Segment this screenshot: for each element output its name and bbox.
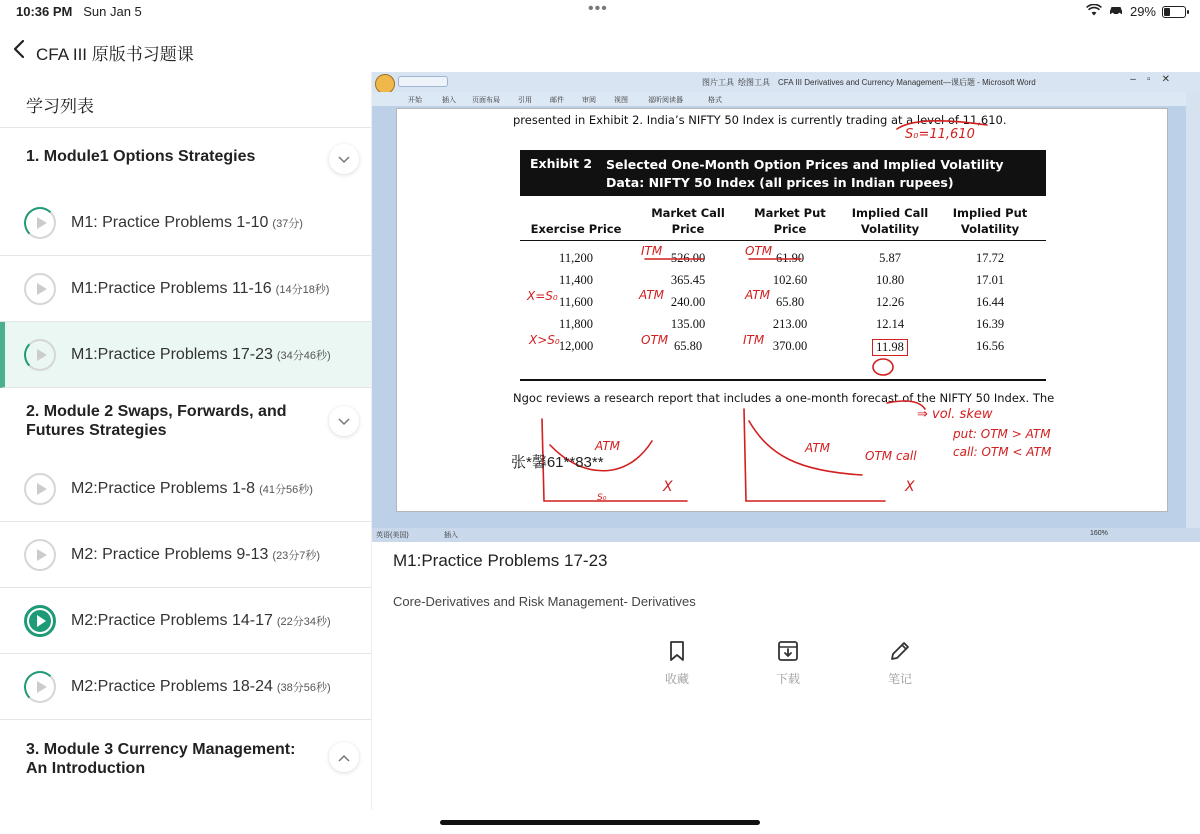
module-title: 2. Module 2 Swaps, Forwards, and — [26, 403, 287, 420]
chevron-down-icon[interactable] — [329, 144, 359, 174]
annotation-atm: ATM — [805, 441, 831, 455]
column-header: Market Call Price — [651, 206, 725, 236]
quick-access-toolbar[interactable] — [398, 76, 448, 87]
nav-bar — [0, 30, 1200, 70]
annotation-skew: ⇒ vol. skew — [917, 407, 993, 422]
car-icon — [1108, 4, 1124, 19]
window-controls[interactable]: – ▫ ✕ — [1130, 74, 1170, 85]
annotation-row3-call: ATM — [639, 288, 665, 302]
doc-intro-line: presented in Exhibit 2. India’s NIFTY 50 Index is currently trading at a level of 11,610. — [513, 113, 1007, 127]
battery-icon — [1162, 6, 1186, 18]
page-title: CFA III 原版书习题课 — [36, 45, 194, 64]
chevron-down-icon[interactable] — [329, 406, 359, 436]
lesson-item-active[interactable] — [0, 322, 371, 388]
table-cell: 17.72 — [975, 251, 1005, 265]
office-button-icon[interactable] — [375, 74, 395, 94]
annotation-atm: ATM — [595, 439, 621, 453]
table-cell: 135.00 — [670, 317, 706, 331]
ribbon-tab[interactable]: 视图 — [614, 97, 628, 104]
annotation-row1-call: ITM — [641, 244, 663, 258]
table-cell: 17.01 — [975, 273, 1005, 287]
notes-label: 笔记 — [887, 672, 912, 686]
table-cell: 65.80 — [673, 339, 703, 353]
lesson-item[interactable] — [0, 654, 371, 720]
table-cell: 5.87 — [879, 251, 901, 265]
exhibit-title: Selected One-Month Option Prices and Implied Volatility Data: NIFTY 50 Index (all prices in Indian rupees) — [606, 157, 1004, 190]
ribbon-tab[interactable]: 页面布局 — [472, 97, 500, 104]
module-3-header[interactable] — [0, 720, 371, 786]
download-button[interactable] — [753, 640, 823, 687]
ribbon-tab[interactable]: 审阅 — [582, 97, 596, 104]
module-2-header[interactable] — [0, 388, 371, 456]
download-label: 下载 — [775, 672, 800, 686]
annotation-x-axis: X — [663, 479, 673, 495]
course-subtitle: Core-Derivatives and Risk Management- Derivatives — [393, 594, 696, 609]
column-header: Implied Put Volatility — [952, 206, 1028, 236]
user-watermark: 张*馨61**83** — [511, 454, 604, 471]
ribbon-tab[interactable]: 格式 — [708, 97, 722, 104]
chevron-up-icon[interactable] — [329, 742, 359, 772]
status-indicators — [1086, 4, 1186, 19]
drawing-tools-label: 绘图工具 — [738, 78, 770, 87]
table-cell: 12.26 — [875, 295, 905, 309]
table-cell: 102.60 — [772, 273, 808, 287]
ribbon-tab[interactable]: 插入 — [442, 97, 456, 104]
annotation-otm-call: OTM call — [865, 449, 917, 463]
play-progress-icon — [24, 207, 56, 239]
sidebar-header: 学习列表 — [0, 72, 371, 128]
table-cell: 16.56 — [975, 339, 1005, 353]
play-completed-icon — [24, 605, 56, 637]
annotation-row3-put: ATM — [745, 288, 771, 302]
column-header: Exercise Price — [530, 222, 622, 236]
annotation-s0: S₀=11,610 — [905, 127, 975, 142]
pencil-icon — [865, 640, 935, 662]
home-indicator[interactable] — [440, 820, 760, 825]
wifi-icon — [1086, 4, 1102, 19]
ribbon-tab[interactable]: 引用 — [518, 97, 532, 104]
annotation-call-relation: call: OTM < ATM — [953, 445, 1052, 459]
ribbon-tab[interactable]: 福昕阅读器 — [648, 97, 683, 104]
exhibit-label: Exhibit 2 — [530, 156, 593, 171]
lesson-item[interactable] — [0, 588, 371, 654]
column-header: Implied Call Volatility — [851, 206, 929, 236]
table-cell: 65.80 — [775, 295, 805, 309]
annotation-row5-put: ITM — [743, 333, 765, 347]
lesson-item[interactable] — [0, 190, 371, 256]
module-1-header[interactable] — [0, 128, 371, 190]
battery-percent: 29% — [1129, 4, 1156, 19]
zoom-level: 160% — [1090, 530, 1108, 537]
lesson-item[interactable] — [0, 456, 371, 522]
table-cell: 12.14 — [875, 317, 905, 331]
language-status: 英语(美国) — [376, 532, 409, 539]
word-window-title: CFA III Derivatives and Currency Management—课后题 - Microsoft Word — [778, 78, 1036, 87]
lesson-sidebar — [0, 72, 372, 810]
notes-button[interactable] — [865, 640, 935, 687]
download-icon — [753, 640, 823, 662]
bookmark-button[interactable] — [642, 640, 712, 687]
status-bar — [0, 0, 1200, 26]
annotation-s0-axis: S₀ — [597, 493, 607, 503]
annotation-row3-x: X=S₀ — [527, 289, 558, 303]
action-bar — [620, 640, 960, 700]
annotation-row5-call: OTM — [641, 333, 669, 347]
table-cell: 526.00 — [670, 251, 706, 265]
document-page — [396, 108, 1168, 512]
lesson-title: M1: Practice Problems 1-10 (37分) — [71, 213, 303, 231]
table-cell: 213.00 — [772, 317, 808, 331]
ribbon-tab[interactable]: 开始 — [408, 97, 422, 104]
lesson-item[interactable] — [0, 522, 371, 588]
table-cell: 16.44 — [975, 295, 1005, 309]
multitask-dots-icon[interactable]: ••• — [588, 0, 608, 17]
module-title: 1. Module1 Options Strategies — [26, 148, 256, 165]
module-title: Futures Strategies — [26, 422, 167, 439]
table-cell: 11.98 — [872, 339, 908, 356]
play-icon — [24, 273, 56, 305]
annotation-row5-x: X>S₀ — [529, 333, 560, 347]
module-title: An Introduction — [26, 760, 146, 777]
picture-tools-label: 图片工具 — [702, 78, 734, 87]
table-cell: 11,200 — [559, 251, 593, 265]
word-status-bar — [372, 528, 1200, 542]
play-progress-icon — [24, 339, 56, 371]
bookmark-label: 收藏 — [664, 672, 689, 686]
lesson-title: M2: Practice Problems 9-13 (23分7秒) — [71, 545, 321, 563]
ribbon-tab[interactable]: 邮件 — [550, 97, 564, 104]
word-ribbon-tabs — [372, 92, 1200, 106]
module-title: 3. Module 3 Currency Management: — [26, 741, 296, 758]
table-cell: 370.00 — [772, 339, 808, 353]
status-time: 10:36 PM Sun Jan 5 — [16, 4, 142, 19]
play-icon — [24, 539, 56, 571]
column-header: Market Put Price — [754, 206, 826, 236]
annotation-x-axis: X — [905, 479, 915, 495]
table-cell: 240.00 — [670, 295, 706, 309]
table-cell: 16.39 — [975, 317, 1005, 331]
table-cell: 61.90 — [775, 251, 805, 265]
lesson-title-current: M1:Practice Problems 17-23 — [393, 551, 608, 570]
table-cell: 365.45 — [670, 273, 706, 287]
table-cell: 11,400 — [559, 273, 593, 287]
bookmark-icon — [642, 640, 712, 662]
back-chevron-icon[interactable] — [12, 38, 26, 66]
annotation-put-relation: put: OTM > ATM — [953, 427, 1051, 441]
play-progress-icon — [24, 671, 56, 703]
annotation-row1-put: OTM — [745, 244, 773, 258]
table-cell: 10.80 — [875, 273, 905, 287]
doc-after-line: Ngoc reviews a research report that includes a one-month forecast of the NIFTY 50 Index. The — [513, 391, 1055, 405]
lesson-title: M2:Practice Problems 18-24 (38分56秒) — [71, 677, 331, 695]
play-icon — [24, 473, 56, 505]
lesson-title: M1:Practice Problems 17-23 (34分46秒) — [71, 345, 331, 363]
lesson-title: M2:Practice Problems 14-17 (22分34秒) — [71, 611, 331, 629]
video-player[interactable] — [372, 72, 1200, 542]
insert-mode-status: 插入 — [444, 532, 458, 539]
table-cell: 11,600 — [559, 295, 593, 309]
table-cell: 12,000 — [558, 339, 594, 353]
table-cell: 11,800 — [559, 317, 593, 331]
lesson-title: M1:Practice Problems 11-16 (14分18秒) — [71, 279, 330, 297]
lesson-title: M2:Practice Problems 1-8 (41分56秒) — [71, 479, 313, 497]
doc-scrollbar[interactable] — [1186, 92, 1200, 532]
word-title-bar — [372, 72, 1200, 92]
lesson-item[interactable] — [0, 256, 371, 322]
